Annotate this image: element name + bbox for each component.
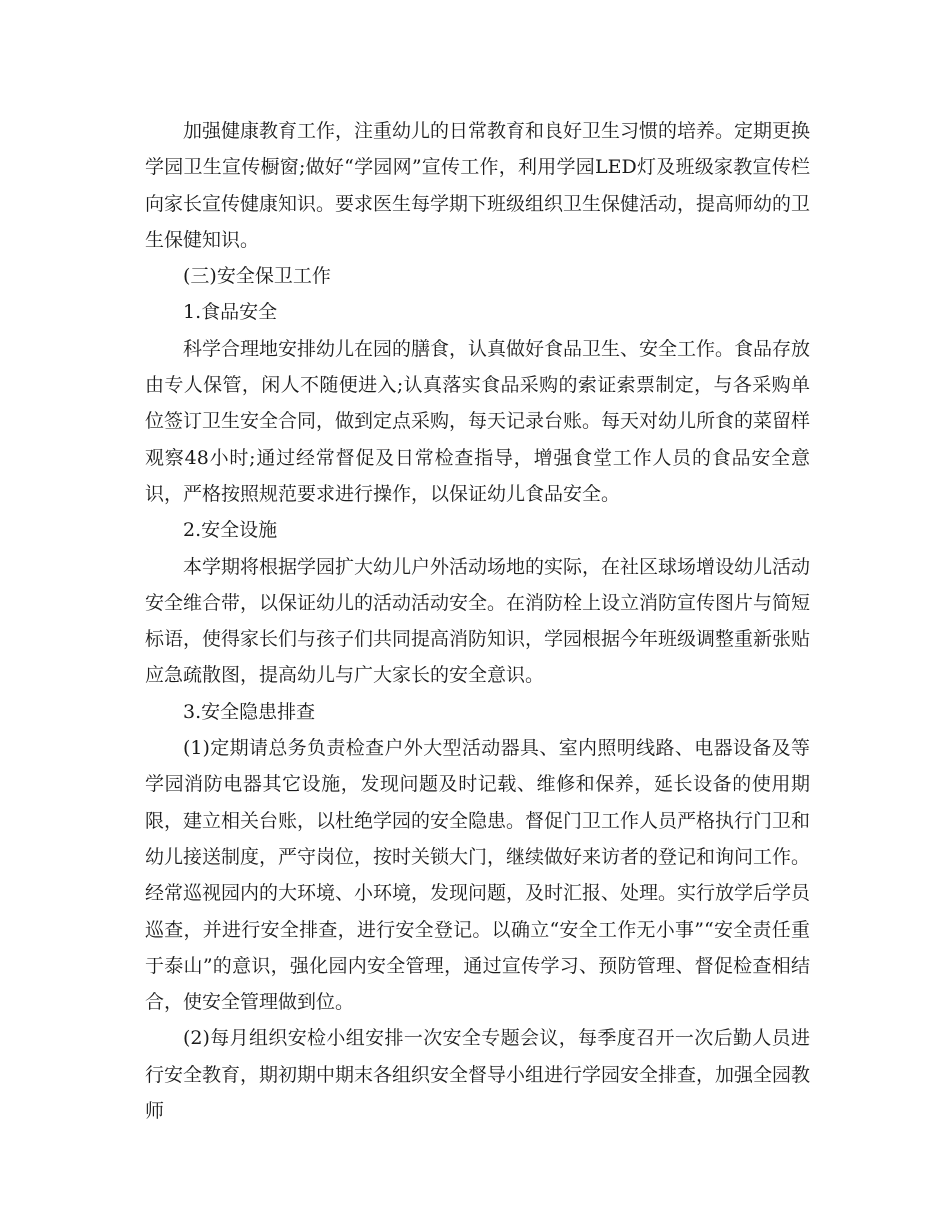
heading-hazard-inspection: 3.安全隐患排查 xyxy=(183,700,316,723)
heading-food-safety: 1.食品安全 xyxy=(183,301,278,324)
document-body xyxy=(145,113,810,1129)
paragraph-hazard-inspection-2: (2)每月组织安检小组安排一次安全专题会议，每季度召开一次后勤人员进行安全教育，期初期中期末各组织安全督导小组进行学园安全排查，加强全园教师 xyxy=(145,1027,811,1123)
paragraph-food-safety: 科学合理地安排幼儿在园的膳食，认真做好食品卫生、安全工作。食品存放由专人保管，闲人不随便进入;认真落实食品采购的索证索票制定，与各采购单位签订卫生安全合同，做到定点采购，每天记录台账。每天对幼儿所食的菜留样观察48小时;通过经常督促及日常检查指导，增强食堂工作人员的食品安全意识，严格按照规范要求进行操作，以保证幼儿食品安全。 xyxy=(145,337,811,505)
paragraph-health-education: 加强健康教育工作，注重幼儿的日常教育和良好卫生习惯的培养。定期更换学园卫生宣传橱窗;做好“学园网”宣传工作，利用学园LED灯及班级家教宣传栏向家长宣传健康知识。要求医生每学期下班级组织卫生保健活动，提高师幼的卫生保健知识。 xyxy=(145,120,811,251)
heading-security-work: (三)安全保卫工作 xyxy=(183,265,331,288)
paragraph-safety-facilities: 本学期将根据学园扩大幼儿户外活动场地的实际，在社区球场增设幼儿活动安全维合带，以保证幼儿的活动活动安全。在消防栓上设立消防宣传图片与简短标语，使得家长们与孩子们共同提高消防知识，学园根据今年班级调整重新张贴应急疏散图，提高幼儿与广大家长的安全意识。 xyxy=(145,555,811,687)
heading-safety-facilities: 2.安全设施 xyxy=(183,519,278,542)
paragraph-hazard-inspection-1: (1)定期请总务负责检查户外大型活动器具、室内照明线路、电器设备及等学园消防电器其它设施，发现问题及时记载、维修和保养，延长设备的使用期限，建立相关台账，以杜绝学园的安全隐患。督促门卫工作人员严格执行门卫和幼儿接送制度，严守岗位，按时关锁大门，继续做好来访者的登记和询问工作。经常巡视园内的大环境、小环境，发现问题，及时汇报、处理。实行放学后学员巡查，并进行安全排查，进行安全登记。以确立“安全工作无小事”“安全责任重于泰山”的意识，强化园内安全管理，通过宣传学习、预防管理、督促检查相结合，使安全管理做到位。 xyxy=(145,737,811,1014)
